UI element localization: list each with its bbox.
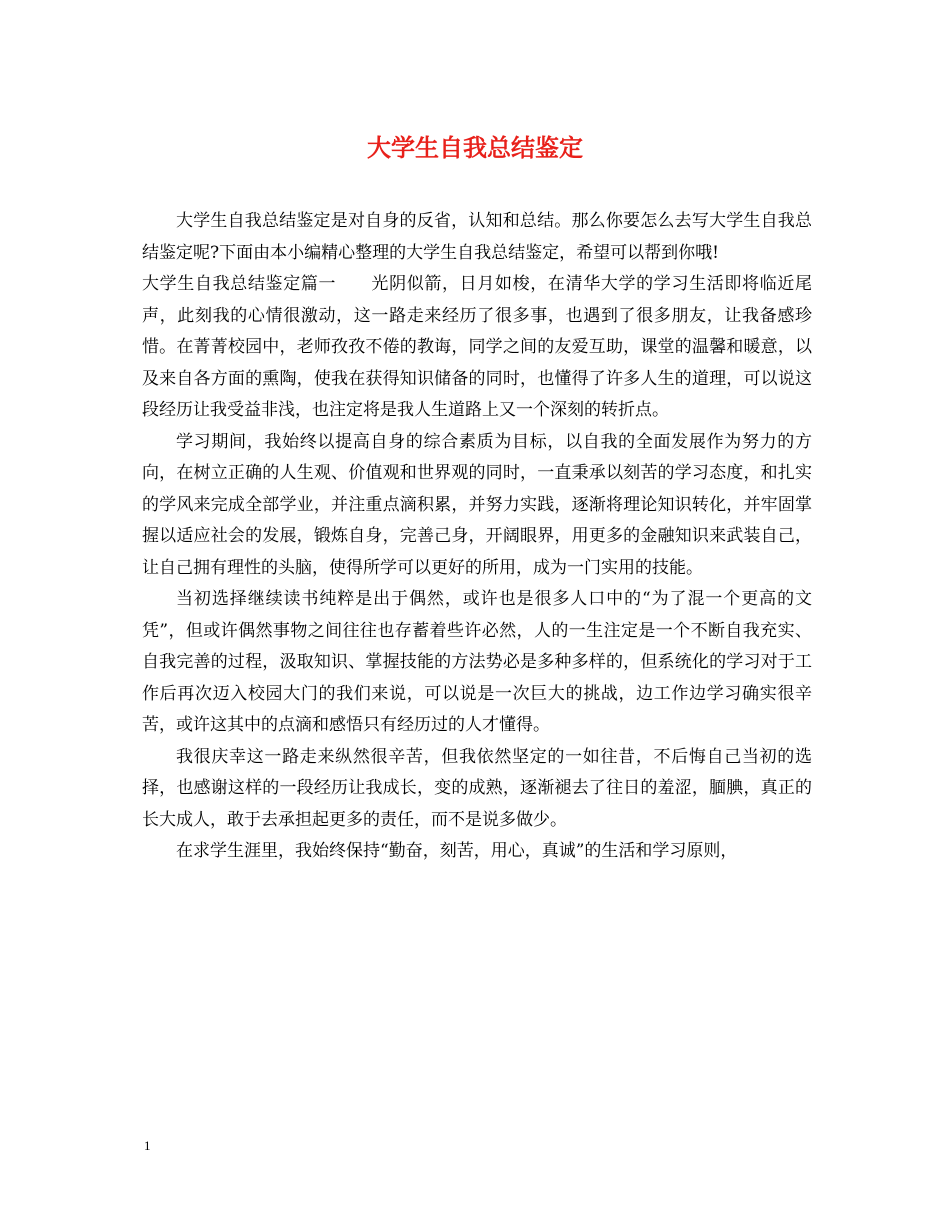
page-title: 大学生自我总结鉴定 [367, 133, 583, 162]
paragraph-principles: 在求学生涯里，我始终保持“勤奋，刻苦，用心，真诚”的生活和学习原则， [176, 841, 738, 861]
paragraph-study-period: 学习期间，我始终以提高自身的综合素质为目标，以自我的全面发展作为努力的方向，在树立正确的人生观、价值观和世界观的同时，一直秉承以刻苦的学习态度，和扎实的学风来完成全部学业，并注重点滴积累，并努力实践，逐渐将理论知识转化，并牢固掌握以适应社会的发展，锻炼自身，完善己身，开阔眼界，用更多的金融知识来武装自己，让自己拥有理性的头脑，使得所学可以更好的所用，成为一门实用的技能。 [142, 431, 812, 578]
paragraph-intro: 大学生自我总结鉴定是对自身的反省，认知和总结。那么你要怎么去写大学生自我总结鉴定呢?下面由本小编精心整理的大学生自我总结鉴定，希望可以帮到你哦! [142, 211, 812, 263]
document-body [142, 206, 812, 868]
paragraph-choice: 当初选择继续读书纯粹是出于偶然，或许也是很多人口中的“为了混一个更高的文凭”，但或许偶然事物之间往往也存蓄着些许必然，人的一生注定是一个不断自我充实、自我完善的过程，汲取知识、掌握技能的方法势必是多种多样的，但系统化的学习对于工作后再次迈入校园大门的我们来说，可以说是一次巨大的挑战，边工作边学习确实很辛苦，或许这其中的点滴和感悟只有经历过的人才懂得。 [142, 589, 812, 735]
paragraph-section-one: 大学生自我总结鉴定篇一 光阴似箭，日月如梭，在清华大学的学习生活即将临近尾声，此刻我的心情很激动，这一路走来经历了很多事，也遇到了很多朋友，让我备感珍惜。在菁菁校园中，老师孜孜不倦的教诲，同学之间的友爱互助，课堂的温馨和暖意，以及来自各方面的熏陶，使我在获得知识储备的同时，也懂得了许多人生的道理，可以说这段经历让我受益非浅，也注定将是我人生道路上又一个深刻的转折点。 [142, 274, 812, 420]
page-number: 1 [144, 1138, 151, 1153]
paragraph-growth: 我很庆幸这一路走来纵然很辛苦，但我依然坚定的一如往昔，不后悔自己当初的选择，也感谢这样的一段经历让我成长，变的成熟，逐渐褪去了往日的羞涩，腼腆，真正的长大成人，敢于去承担起更多的责任，而不是说多做少。 [142, 746, 812, 830]
